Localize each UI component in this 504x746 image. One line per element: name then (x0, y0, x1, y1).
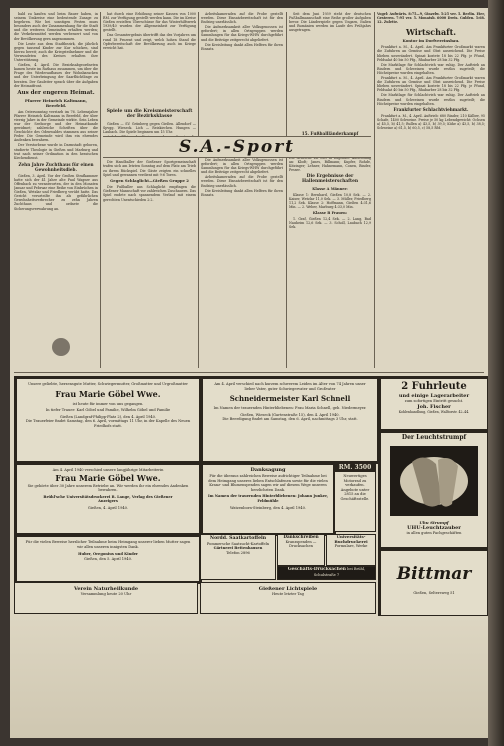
ad10-sub: Pommersche Saatzucht-Kartoffeln (206, 541, 270, 546)
ad2-family: Im Namen der trauernden Hinterbliebenen: Frau Maria Schnell, geb. Niedermeyer. (213, 406, 367, 411)
col4-paragraph-3: Klasse 1: Bernhard, Gießen 10,8 Sek. — 2. Kaiser, Wetzlar 11,0 Sek. — 3. Müller, Friedberg 11,2 Sek. Klasse 2: Hoffmann, Gießen 4:31,6 Min. — 2. Weber, Marburg 4:33,0 Min. (289, 192, 371, 209)
col2-paragraph-1: hat durch eine Erhöhung seiner Kassen von 1000 RM. zur Verfügung gestellt werden kann. Die im Kreise Gießen erzielten Überschüsse für das Winterhilfswerk 1939/40 wurden der Allgemeinheit zur Verfügung gestellt. (103, 12, 196, 33)
cinema-ad (200, 582, 376, 614)
ad2-place: Gießen, Wieseck (Gartenstraße 15), den 4. April 1940. (240, 412, 340, 417)
obituary-ad-goebel-company (14, 462, 202, 536)
ad5-place: Gießen, den 5. April 1940. (83, 556, 133, 561)
col1-paragraph-3: Gießen, 3. April. Vor der Großen Strafkammer hatte sich der 41 Jahre alte Paul Wagner aus Offenbach zu verantworten, der in den Monaten Januar und Februar eine Reihe von Einbrüchen in Gießen, Wetzlar und Friedberg verübt hatte. Das Gericht verurteilte ihn als gefährlichen Gewohnheitsverbrecher zu zehn Jahren Zuchthaus und ordnete die Sicherungsverwahrung an. (14, 173, 98, 211)
column-4 (289, 12, 371, 370)
col3-paragraph-2-cont: Die Aufmerksamkeit aller Volksgenossen ist gefordert; in allen Ortsgruppen werden Sammlungen für das Kriegs-WHW durchgeführt und die Beiträge zeitgerecht abgeliefert. (201, 158, 283, 175)
ad4-text: Für die überaus zahlreichen Beweise aufrichtiger Teilnahme bei dem Heimgang unseres lieben Entschlafenen sowie für die vielen Kranz- und Blumenspenden sagen wir auf diesem Wege unseren herzlichsten Dank. (208, 474, 328, 492)
ad6-sub: und einige Lagerarbeiter (398, 393, 470, 399)
club-notice-ad (14, 582, 198, 614)
col5-paragraph-1b: Frankfurt a. M., 4. April. Am Frankfurter Großmarkt waren die Zufuhren an Gemüse und Obst ausreichend. Die Preise blieben unverändert. Spinat kostete 18 bis 22 Pfg. je Pfund, Feldsalat 40 bis 50 Pfg., Rhabarber 28 bis 32 Pfg. (377, 76, 485, 93)
sport-heading: S.A.-Sport (178, 137, 296, 157)
sport-banner (103, 136, 371, 158)
col1-heading-zuchthaus: Zehn Jahre Zuchthaus für einen Gewohnheitsdieb. (18, 161, 94, 172)
col1-lead: bald zu kaufen und beim Bauer haben, in seinem Umkreise eine bedeutende Zusage zu begehren. Wie bei sonstigen Festen muss besonders auch der Zusammenhang für die Stadt und die weiteren Gemeinden erhalten werden; die Verkehrsmittel werden verbessert und von der Bevölkerung gern angenommen. (14, 12, 98, 41)
obituary-ad-huber (14, 534, 202, 584)
printing-ad (326, 534, 376, 566)
col2-paragraph-3: Gießen — SV. Grünberg gegen Gießen. Allendorf — Spvgg. Wieseck. Lich — Reiskirchen. Hungen — Laubach. Die Spiele beginnen um 15 Uhr. (103, 121, 196, 134)
col1-subheading: Pfarrer Heinrich Kaltmann, Beerfeld. (24, 97, 88, 108)
col4-heading-laenderkampf: 15. Fußballländerkampf (301, 131, 359, 137)
col5-paragraph-2: Die Marktlage für Schlachtvieh war ruhig. Der Auftrieb an Rindern und Schweinen wurde restlos zugeteilt; die Höchstpreise wurden eingehalten. (377, 62, 485, 75)
col5-heading-wirtschaft: Wirtschaft. (405, 27, 457, 38)
seed-potato-ad (200, 534, 276, 580)
motorcycle-ad (334, 462, 376, 532)
col5-subheading: Kontor im Dorfvereinsbau. (402, 38, 460, 44)
ad8-brand: Bittmar (396, 564, 472, 584)
horizontal-rule (14, 372, 484, 373)
col1-lead3: Gießen, 4. April. Die Bezirksabgeordneten kamen heute im Rathaus zusammen, um über die Frage des Wiederaufbaues der Wohnbaracken und der Unterbringung der Saarflüchtlinge zu beraten. Der Gauleiter sprach über die Aufgaben der Heimatfront. (14, 63, 98, 88)
ad6-headline: 2 Fuhrleute (401, 381, 467, 392)
ad1-intro: Unsere geliebte, herzensgute Mutter, Schwiegermutter, Großmutter und Urgroßmutter (28, 382, 188, 386)
col3-paragraph-3: Die Kreisleitung dankt allen Helfern für ihren Einsatz. (201, 42, 283, 51)
obituary-ad-goebel (14, 376, 202, 464)
ad10-firm: Gärtnerei Bettenhausen (213, 546, 263, 551)
ad5-family: Huber, Oregonius und Kinder (78, 552, 138, 557)
col2-paragraph-5: Die Handballer der Gießener Sportgemeinschaft trafen sich am letzten Sonntag auf dem Platz am Trieb zu ihrem Rückspiel. Die Gäste zeigten ein schnelles Spiel und gewannen verdient mit 9:6 Toren. (103, 160, 196, 177)
ad10-headline: Nordd. Saatkartoffeln (209, 536, 267, 541)
column-5 (377, 12, 485, 370)
ad11-headline: Dankschreiben (283, 534, 319, 539)
ad12-sub: Formulare, Werke (334, 544, 368, 549)
column-rule (198, 12, 199, 368)
column-rule (286, 12, 287, 368)
col5-paragraph-3: Frankfurt a. M., 4. April. Auftrieb: 680 Rinder, 210 Kälber, 95 Schafe, 1400 Schweine. Preise je 50 kg Lebendgewicht: Ochsen a) 45,5, b) 41,5; Bullen a) 43,5, b) 39,5; Kühe a) 43,5, b) 38,5; Schweine a) 61,5, b) 60,5, c) 58,5 RM. (377, 113, 485, 131)
ad13-headline: Geschäfts-Drucksachen (287, 567, 346, 572)
stocking-illustration (384, 442, 484, 520)
page-bottom-shade (10, 616, 488, 738)
ad7-sub: in allen guten Fachgeschäften (406, 531, 462, 535)
ad8-city: Gießen, Seltersweg 51 (413, 591, 455, 595)
stocking-ad-uhu (378, 430, 488, 550)
ad3-intro: Am 4. April 1940 verschied unsere langjährige Mitarbeiterin (52, 468, 164, 472)
ad14-sub: Versammlung heute 20 Uhr (80, 591, 132, 596)
column-3 (201, 12, 283, 130)
ad5-text: Für die vielen Beweise herzlicher Teilnahme beim Heimgang unserer lieben Mutter sagen wir allen unseren innigsten Dank. (25, 540, 191, 549)
ad1-family: In tiefer Trauer: Karl Göbel und Familie, Wilhelm Göbel und Familie (45, 408, 171, 413)
ad7-brand: Uhu Strumpf (419, 520, 449, 525)
ad2-funeral: Die Beerdigung findet am Samstag, den 6. April, nachmittags 3 Uhr, statt. (222, 417, 358, 422)
column-rule (100, 12, 101, 368)
ad4-title: Danksagung (250, 467, 286, 473)
col1-paragraph-1: Am Ostersonntag verstarb im 76. Lebensjahre Pfarrer Heinrich Kaltmann in Beerfeld, der über vierzig Jahre in der Gemeinde wirkte. Sein Leben war der Seelsorge und der Heimatkunde gewidmet; zahlreiche Schriften über die Geschichte des Odenwaldes stammen aus seiner Feder. Die Gemeinde wird ihm ein ehrendes Andenken bewahren. (14, 109, 98, 143)
col2-heading-schlaglicht: Gegen Schlaglicht—Gießen Gruppe 2 (110, 177, 189, 183)
col4-paragraph-1: Seit dem Juni 1939 steht der deutschen Fußballmannschaft eine Reihe großer Aufgaben bevor. Die Länderspiele gegen Ungarn, Italien und Rumänien werden im Laufe des Frühjahrs ausgetragen. (289, 12, 371, 33)
newspaper-page (10, 8, 488, 738)
col4-paragraph-2: an: Klodt; Janes, Billmann; Kupfer, Rohde, Kitzinger; Lehner, Hahnemann, Conen, Binder, Pesser. (289, 159, 371, 173)
ad9-price: RM. 3500 (335, 463, 375, 472)
ad9-text: Neuwertiges Motorrad zu verkaufen. Angebote unter 2815 an die Geschäftsstelle. (340, 474, 370, 501)
col2-paragraph-6: Die Fußballer aus Schlaglicht empfingen die Gießener Mannschaft vor zahlreichen Zuschauern. Das Spiel endete nach spannendem Verlauf mit einem gerechten Unentschieden 2:2. (103, 185, 196, 202)
col3-paragraph-1: Arbeitskameraden auf die Probe gestellt werden. Diese Einsatzbereitschaft ist für den Endsieg unerlässlich. (201, 12, 283, 25)
ad1-funeral: Die Trauerfeier findet Samstag, den 6. April, vormittags 11 Uhr, in der Kapelle des Neuen Friedhofs statt. (25, 419, 191, 428)
ad7-title: Der Leuchtstrumpf (401, 434, 467, 441)
col2-heading-kreismeisterschaft: Spiele um die Kreismeisterschaft der Bezirksklasse (106, 108, 193, 120)
ad3-name: Frau Marie Göbel Wwe. (55, 472, 161, 483)
col3-paragraph-3-cont: Die Kreisleitung dankt allen Helfern für ihren Einsatz. (201, 188, 283, 197)
page-edge-shadow (488, 0, 504, 746)
ad1-place: Gießen (Landgraf-Philipp-Platz 2), den 4. April 1940. (59, 414, 157, 419)
col3-paragraph-2: Die Aufmerksamkeit aller Volksgenossen ist gefordert; in allen Ortsgruppen werden Sammlungen für das Kriegs-WHW durchgeführt und die Beiträge zeitgerecht abgeliefert. (201, 25, 283, 42)
ad12-headline: Universitäts-Buchdruckerei (334, 534, 368, 544)
thank-you-cards-ad (277, 534, 325, 566)
thanks-ad-junker (200, 462, 336, 536)
col3-paragraph-1-cont: Arbeitskameraden auf die Probe gestellt werden. Diese Einsatzbereitschaft ist für den Endsieg unerlässlich. (201, 175, 283, 188)
col4-subheading-maenner: Klasse A Männer: (312, 186, 348, 191)
col5-paragraph-1: Frankfurt a. M., 4. April. Am Frankfurter Großmarkt waren die Zufuhren an Gemüse und Obst ausreichend. Die Preise blieben unverändert. Spinat kostete 18 bis 22 Pfg. je Pfund, Feldsalat 40 bis 50 Pfg., Rhabarber 28 bis 32 Pfg. (377, 45, 485, 62)
obituary-ad-schnell (200, 376, 380, 464)
masthead-dateline: Vogel: Aufwärts. 8:75—9, Ginzelw. 5:25 ver. 5. Berlin. Eier, Gesteren. 7:95 ver. 5. Monatsb. 6000 Dreis. Gulden. 5:68. 12. Zulette. (377, 12, 485, 25)
ad15-sub: Heute letzter Tag (272, 591, 304, 596)
ad2-name: Schneidermeister Karl Schnell (229, 394, 351, 404)
col5-paragraph-2b: Die Marktlage für Schlachtvieh war ruhig. Der Auftrieb an Rindern und Schweinen wurde restlos zugeteilt; die Höchstpreise wurden eingehalten. (377, 93, 485, 106)
col4-paragraph-4: 1. Graf, Gießen 12,4 Sek. — 2. Lang, Bad Nauheim 12,6 Sek. — 3. Scholl, Laubach 12,9 Sek. (289, 217, 371, 230)
ad11-sub: Kranzspenden — Drucksachen (285, 539, 317, 549)
ink-blot-mark (52, 338, 70, 356)
ad3-place: Gießen, 4. April 1940. (87, 505, 129, 510)
col1-lead2: Die Leute aus dem Stadtbezirk, die jährlich gegen tausend Kinder zur Kur schicken, sind hierzu bereit; auch die Kriegsteilnehmer und die Verwundeten des Kreises erhalten ihre Unterstützung. (14, 41, 98, 63)
ad3-sender: Brühl'sche Universitätsdruckerei R. Lange, Verlag des Gießener Anzeigers (43, 494, 173, 504)
column-2 (103, 12, 196, 370)
ad6-sub2: zum sofortigen Eintritt gesucht. (404, 399, 464, 403)
column-3-lower (201, 158, 283, 370)
ad10-phone: Telefon 2896 (226, 550, 250, 555)
ad4-family: Im Namen der trauernden Hinterbliebenen: Johann Junker, Feldmühle (208, 494, 328, 503)
col2-paragraph-2: Das Gesamtergebnis übertrifft das des Vorjahres um rund 18 Prozent und zeigt, welch hohen Stand die Opferbereitschaft der Bevölkerung auch im Kriege erreicht hat. (103, 33, 196, 50)
col5-heading-schlachtvieh: Frankfurter Schlachtviehmarkt. (393, 106, 469, 112)
ad15-headline: Gießener Lichtspiele (258, 586, 318, 592)
ad6-firm: Joh. Fischer (417, 403, 451, 410)
col4-heading-hallenmeisterschaften: Die Ergebnisse der Hallenmeisterschaften (301, 174, 359, 185)
store-ad-bittmar (378, 548, 488, 618)
ad14-headline: Verein Naturheilkunde (73, 586, 139, 592)
ad1-name: Frau Marie Göbel Wwe. (55, 388, 161, 399)
column-rule (374, 12, 375, 368)
ad4-place: Watzenborn-Steinberg, den 4. April 1940. (229, 505, 307, 510)
ad3-text: Sie gehörte über 30 Jahre unserem Betriebe an. Wir werden ihr ein ehrendes Andenken bewahren. (27, 483, 189, 493)
ad2-intro: Am 4. April verschied nach kurzem schwerem Leiden im Alter von 74 Jahren unser lieber Vater, guter Schwiegervater und Großvater (214, 382, 366, 391)
column-1 (14, 12, 98, 370)
col1-heading-heimat: Aus der engeren Heimat. (17, 89, 95, 96)
business-print-ad (277, 566, 376, 580)
hiring-ad-fischer (378, 376, 488, 432)
ad6-addr: Kohlenhandlung, Gießen, Walltorstr. 42–44. (398, 409, 470, 414)
ad1-text: ist heute für immer von uns gegangen. (72, 401, 144, 406)
col4-subheading-frauen: Klasse B Frauen: (312, 211, 348, 215)
ad13-sub: bei Brühl, Schulstraße 7 (313, 567, 366, 577)
col1-paragraph-2: Der Verstorbene wurde in Darmstadt geboren, studierte Theologie in Gießen und Marburg und trat nach seiner Ordination in den hessischen Kirchendienst. (14, 143, 98, 160)
ad7-slogan: UHU-Leuchtzauber (407, 525, 461, 531)
